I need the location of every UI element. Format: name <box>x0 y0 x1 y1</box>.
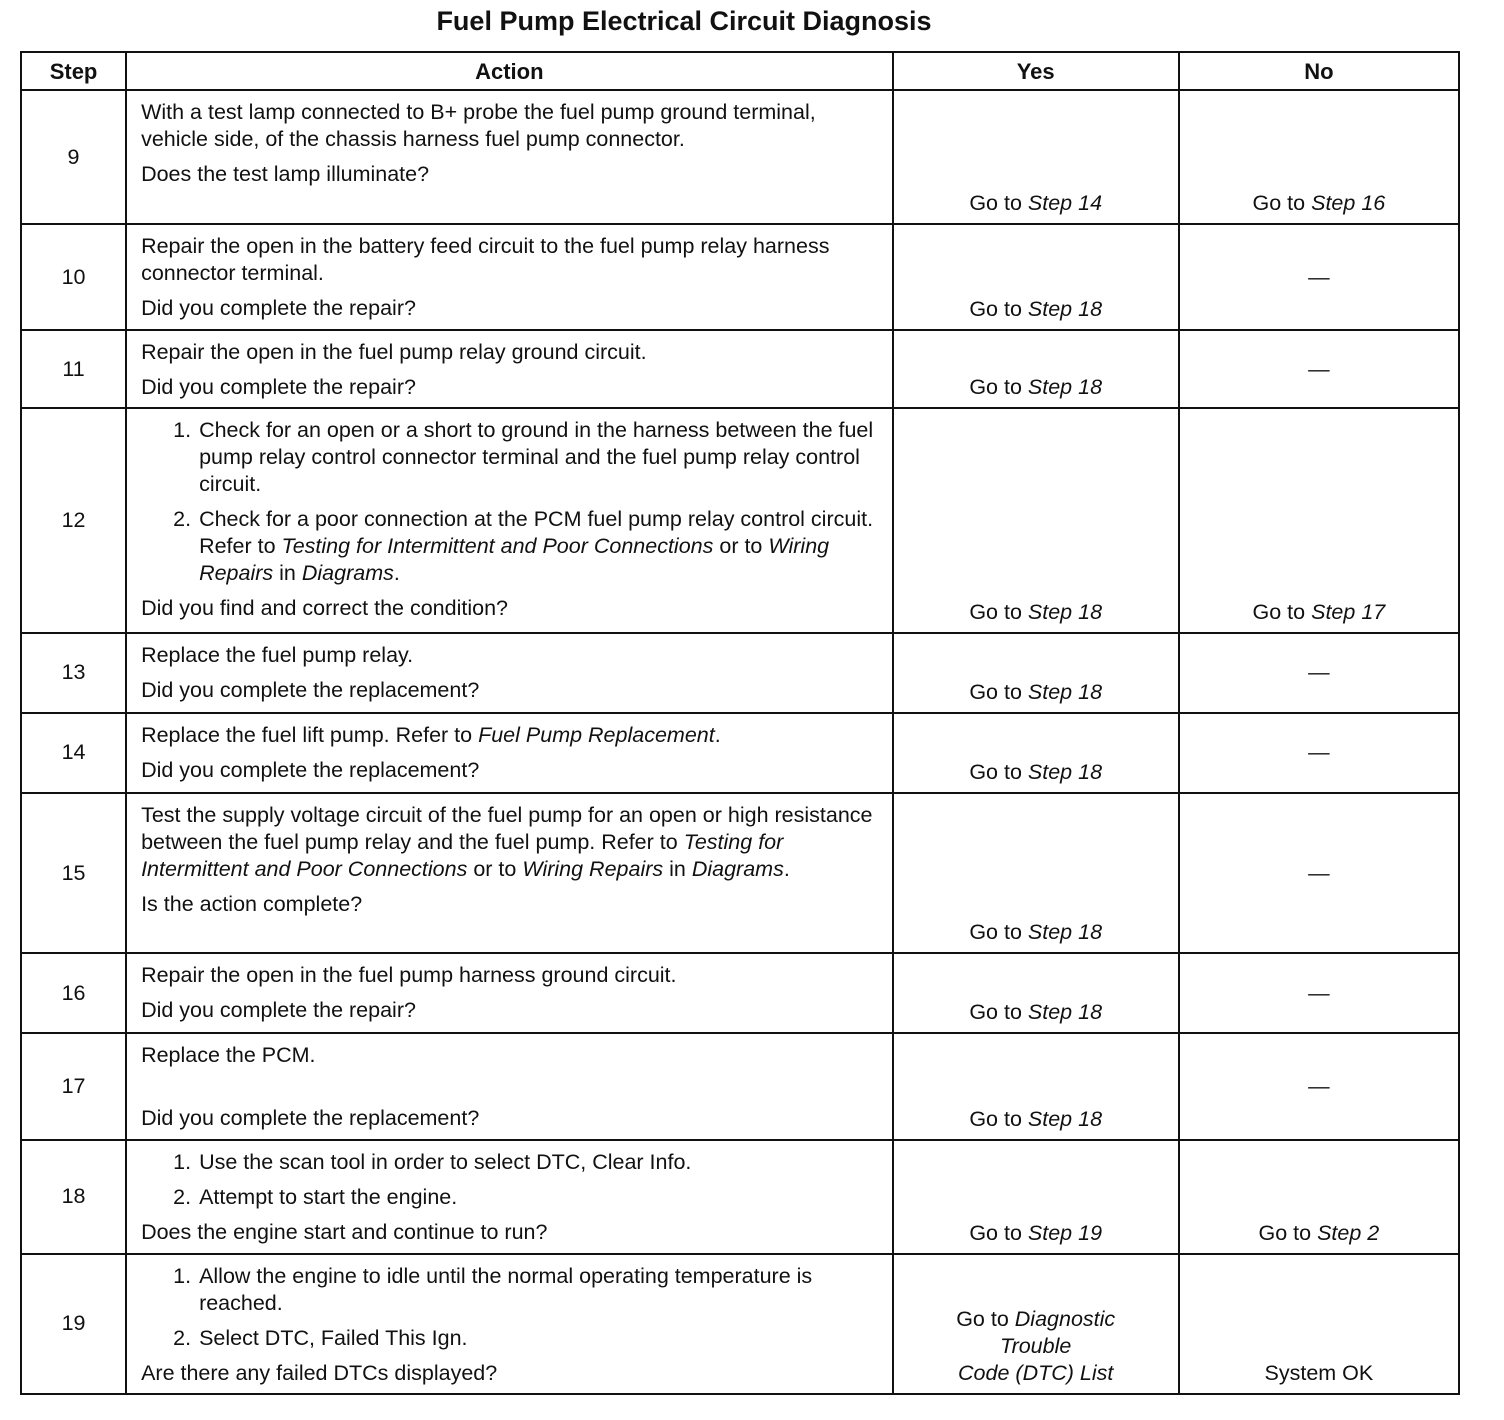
action-question: Does the engine start and continue to run? <box>141 1219 548 1244</box>
no-cell-dash: — <box>1179 224 1459 330</box>
action-question: Does the test lamp illuminate? <box>141 162 430 186</box>
action-text: Replace the fuel lift pump. Refer to Fuel Pump Replacement. <box>141 722 721 747</box>
yes-step: 18 <box>1078 760 1103 785</box>
action-question: Did you complete the repair? <box>141 375 416 400</box>
action-text-part: in <box>669 857 686 882</box>
action-list <box>141 417 882 587</box>
no-cell <box>1179 1140 1459 1254</box>
step-number: 17 <box>21 1033 126 1139</box>
header-yes: Yes <box>893 52 1179 90</box>
item-text: Attempt to start the engine. <box>199 1184 458 1209</box>
action-list <box>141 1263 882 1352</box>
action-cell <box>126 713 893 793</box>
yes-step: 14 <box>1078 191 1103 216</box>
step-number: 19 <box>21 1254 126 1394</box>
table-row <box>21 713 1459 793</box>
yes-cell <box>893 408 1179 632</box>
go-to-text: Go to <box>969 760 1022 785</box>
no-cell-dash: — <box>1179 330 1459 408</box>
action-cell <box>126 330 893 408</box>
reference-link-text: Diagrams <box>301 561 394 586</box>
action-cell <box>126 633 893 713</box>
action-cell <box>126 408 893 632</box>
yes-cell <box>893 713 1179 793</box>
list-item <box>197 1325 882 1352</box>
no-cell-dash: — <box>1179 793 1459 953</box>
yes-cell <box>893 953 1179 1033</box>
yes-cell <box>893 1140 1179 1254</box>
no-step: 17 <box>1361 599 1386 624</box>
action-text-part: or to <box>473 857 517 882</box>
go-to-text: Go to <box>1258 1220 1312 1245</box>
step-word: Step <box>1027 1000 1073 1025</box>
step-word: Step <box>1027 920 1073 945</box>
step-number: 14 <box>21 713 126 793</box>
yes-step: 19 <box>1078 1220 1103 1245</box>
yes-cell <box>893 1033 1179 1139</box>
go-to-text: Go to <box>1252 599 1306 624</box>
step-word: Step <box>1027 1106 1073 1131</box>
list-item <box>197 1184 882 1211</box>
action-question: Did you find and correct the condition? <box>141 596 508 621</box>
yes-cell <box>893 224 1179 330</box>
no-cell: System OK <box>1179 1254 1459 1394</box>
table-row <box>21 633 1459 713</box>
action-text: Repair the open in the fuel pump harness ground circuit. <box>141 963 677 988</box>
action-question: Are there any failed DTCs displayed? <box>141 1360 498 1385</box>
yes-cell <box>893 633 1179 713</box>
no-cell-dash: — <box>1179 633 1459 713</box>
action-text: Replace the PCM. <box>141 1043 316 1068</box>
yes-step: 18 <box>1078 297 1103 322</box>
step-number: 15 <box>21 793 126 953</box>
yes-step: 18 <box>1078 1106 1103 1131</box>
action-question: Did you complete the repair? <box>141 296 416 321</box>
action-question: Is the action complete? <box>141 892 363 917</box>
go-to-text: Go to <box>969 599 1022 624</box>
item-text: Use the scan tool in order to select DTC, Clear Info. <box>199 1149 692 1174</box>
table-row <box>21 224 1459 330</box>
no-cell <box>1179 408 1459 632</box>
action-cell <box>126 90 893 224</box>
yes-step: 18 <box>1078 599 1103 624</box>
reference-link-text: Testing for Intermittent and Poor Connections <box>141 830 784 882</box>
action-question: Did you complete the replacement? <box>141 677 480 702</box>
action-cell <box>126 1140 893 1254</box>
reference-link-text: Wiring Repairs <box>522 857 664 882</box>
action-text: Test the supply voltage circuit of the fuel pump for an open or high resistance between the fuel pump relay and the fuel pump. Refer to Testing for Intermittent and Poor Connections or to Wiring Repairs in Diagrams. <box>141 803 873 882</box>
yes-cell <box>893 793 1179 953</box>
step-word: Step <box>1027 760 1073 785</box>
item-text: Allow the engine to idle until the normal operating temperature is reached. <box>199 1263 813 1315</box>
list-item: 2. Check for a poor connection at the PCM fuel pump relay control circuit. Refer to Testing for Intermittent and Poor Connections or to Wiring Repairs in Diagrams. <box>197 506 882 587</box>
step-number: 13 <box>21 633 126 713</box>
go-to-text: Go to <box>969 191 1022 216</box>
action-text: Repair the open in the battery feed circuit to the fuel pump relay harness connector terminal. <box>141 234 830 286</box>
no-step: 16 <box>1361 191 1386 216</box>
header-action: Action <box>126 52 893 90</box>
go-to-text: Go to <box>969 1106 1022 1131</box>
no-cell-dash: — <box>1179 713 1459 793</box>
reference-link-text: Diagrams <box>691 857 784 882</box>
page-title: Fuel Pump Electrical Circuit Diagnosis <box>436 6 932 36</box>
action-cell <box>126 224 893 330</box>
step-word: Step <box>1027 375 1073 400</box>
reference-link-text: Wiring Repairs <box>199 534 830 586</box>
go-to-text: Go to <box>969 375 1022 400</box>
action-question: Did you complete the replacement? <box>141 1106 480 1131</box>
reference-link-text: Trouble <box>1000 1334 1072 1358</box>
action-cell <box>126 1254 893 1394</box>
yes-step: 18 <box>1078 679 1103 704</box>
table-row <box>21 330 1459 408</box>
action-list <box>141 1149 882 1211</box>
reference-link-text: Fuel Pump Replacement <box>478 722 715 747</box>
yes-step: 18 <box>1078 375 1103 400</box>
header-no: No <box>1179 52 1459 90</box>
yes-step: 18 <box>1078 1000 1103 1025</box>
list-item <box>197 1263 882 1317</box>
action-text-part: Test the supply voltage circuit of the fuel pump for an open or high resistance between the fuel pump relay and the fuel pump. Refer to <box>141 803 873 855</box>
step-number: 10 <box>21 224 126 330</box>
header-row <box>21 52 1459 90</box>
table-row <box>21 1254 1459 1394</box>
step-word: Step <box>1027 1220 1073 1245</box>
action-text-part: Replace the fuel lift pump. Refer to <box>141 722 473 747</box>
step-word: Step <box>1311 599 1356 624</box>
step-word: Step <box>1027 191 1073 216</box>
item-text: Select DTC, Failed This Ign. <box>199 1325 468 1350</box>
go-to-text: Go to <box>969 1000 1022 1025</box>
step-word: Step <box>1317 1220 1362 1245</box>
item-text: Check for a poor connection at the PCM fuel pump relay control circuit. Refer to <box>199 507 874 559</box>
list-item <box>197 1149 882 1176</box>
table-row <box>21 1140 1459 1254</box>
step-number: 11 <box>21 330 126 408</box>
item-text: in <box>279 561 296 586</box>
action-cell <box>126 1033 893 1139</box>
step-number: 9 <box>21 90 126 224</box>
table-row <box>21 793 1459 953</box>
action-cell <box>126 953 893 1033</box>
no-cell-dash: — <box>1179 1033 1459 1139</box>
step-word: Step <box>1311 191 1356 216</box>
yes-cell <box>893 90 1179 224</box>
no-step: 2 <box>1367 1220 1380 1245</box>
reference-link-text: Code (DTC) List <box>958 1361 1114 1385</box>
table-row <box>21 953 1459 1033</box>
action-text: Replace the fuel pump relay. <box>141 642 414 667</box>
step-word: Step <box>1027 679 1073 704</box>
go-to-text: Go to <box>956 1307 1009 1331</box>
diagnosis-table <box>20 51 1460 1395</box>
reference-link-text: Diagnostic <box>1014 1307 1116 1331</box>
table-row <box>21 1033 1459 1139</box>
item-text: Check for an open or a short to ground in the harness between the fuel pump relay control connector terminal and the fuel pump relay control circuit. <box>199 418 874 497</box>
go-to-text: Go to <box>969 297 1022 322</box>
step-word: Step <box>1027 599 1073 624</box>
action-text: Repair the open in the fuel pump relay ground circuit. <box>141 340 647 365</box>
step-number: 12 <box>21 408 126 632</box>
step-word: Step <box>1027 297 1073 322</box>
no-cell <box>1179 90 1459 224</box>
step-number: 16 <box>21 953 126 1033</box>
no-cell-dash: — <box>1179 953 1459 1033</box>
list-item <box>197 417 882 498</box>
table-row <box>21 408 1459 632</box>
go-to-text: Go to <box>969 1220 1022 1245</box>
table-row <box>21 90 1459 224</box>
go-to-text: Go to <box>969 920 1022 945</box>
action-question: Did you complete the repair? <box>141 998 416 1023</box>
header-step: Step <box>21 52 126 90</box>
yes-cell <box>893 330 1179 408</box>
go-to-text: Go to <box>969 679 1022 704</box>
item-text: or to <box>719 534 763 559</box>
action-text: With a test lamp connected to B+ probe the fuel pump ground terminal, vehicle side, of the chassis harness fuel pump connector. <box>141 100 816 151</box>
action-cell <box>126 793 893 953</box>
action-question: Did you complete the replacement? <box>141 757 480 782</box>
yes-cell <box>893 1254 1179 1394</box>
step-number: 18 <box>21 1140 126 1254</box>
go-to-text: Go to <box>1252 191 1306 216</box>
yes-step: 18 <box>1078 920 1103 945</box>
reference-link-text: Testing for Intermittent and Poor Connections <box>281 534 714 559</box>
